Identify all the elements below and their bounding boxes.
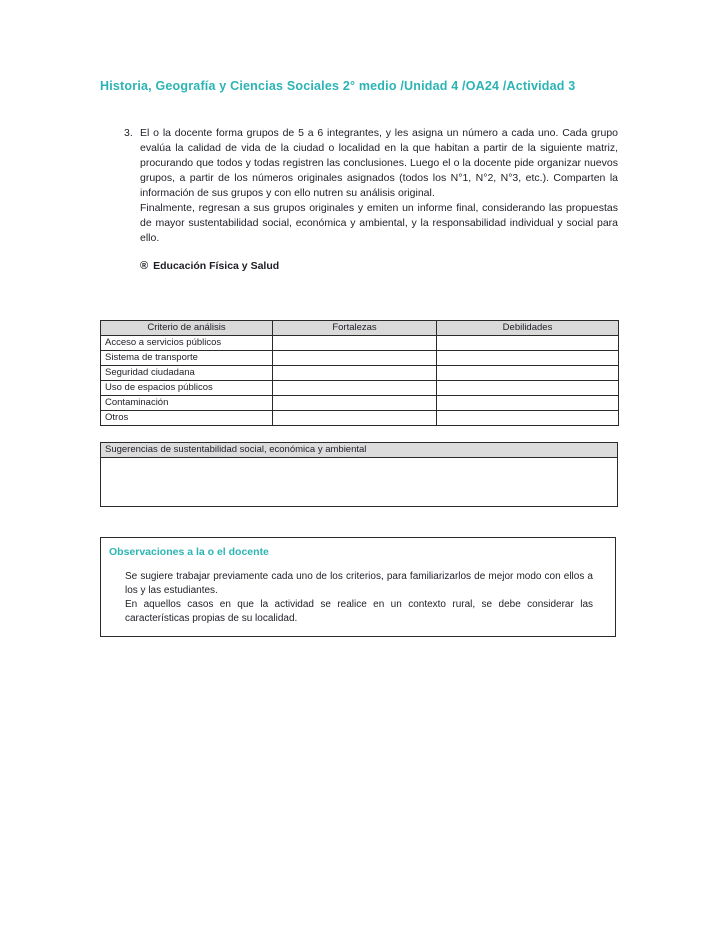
weaknesses-cell bbox=[437, 411, 619, 426]
teacher-notes-box bbox=[100, 537, 616, 637]
strengths-cell bbox=[273, 336, 437, 351]
document-page bbox=[100, 0, 618, 637]
weaknesses-cell bbox=[437, 381, 619, 396]
table-row bbox=[101, 396, 619, 411]
teacher-notes-paragraph-2: En aquellos casos en que la actividad se realice en un contexto rural, se debe considerar las características propias de su localidad. bbox=[125, 599, 593, 624]
weaknesses-cell bbox=[437, 396, 619, 411]
strengths-cell bbox=[273, 381, 437, 396]
suggestions-box-empty-area bbox=[101, 458, 617, 506]
table-row bbox=[101, 366, 619, 381]
table-row bbox=[101, 336, 619, 351]
related-subject-line bbox=[140, 260, 618, 272]
activity-body bbox=[140, 126, 618, 272]
page-title: Historia, Geografía y Ciencias Sociales 2° medio /Unidad 4 /OA24 /Actividad 3 bbox=[100, 79, 576, 93]
teacher-notes-text bbox=[125, 570, 593, 626]
table-row bbox=[101, 381, 619, 396]
teacher-notes-title: Observaciones a la o el docente bbox=[109, 546, 269, 558]
activity-paragraph-1: El o la docente forma grupos de 5 a 6 integrantes, y les asigna un número a cada uno. Cada grupo evalúa la calidad de vida de la ciudad o localidad en la que habitan a partir de la siguiente matriz, procurando que todos y todas registren las conclusiones. Luego el o la docente pide organizar nuevos grupos, a partir de los números originales asignados (todos los N°1, N°2, N°3, etc.). Comparten la información de sus grupos y con ello nutren su análisis original. bbox=[140, 127, 618, 199]
analysis-matrix-table bbox=[100, 320, 619, 426]
activity-item bbox=[100, 126, 618, 272]
weaknesses-cell bbox=[437, 351, 619, 366]
suggestions-box-header: Sugerencias de sustentabilidad social, económica y ambiental bbox=[101, 443, 617, 458]
strengths-cell bbox=[273, 366, 437, 381]
strengths-cell bbox=[273, 396, 437, 411]
teacher-notes-paragraph-1: Se sugiere trabajar previamente cada uno de los criterios, para familiarizarlos de mejor modo con ellos a los y las estudiantes. bbox=[125, 571, 593, 596]
column-header-weaknesses: Debilidades bbox=[437, 321, 619, 336]
column-header-strengths: Fortalezas bbox=[273, 321, 437, 336]
table-row bbox=[101, 411, 619, 426]
criterion-cell: Otros bbox=[101, 411, 273, 426]
criterion-cell: Seguridad ciudadana bbox=[101, 366, 273, 381]
strengths-cell bbox=[273, 351, 437, 366]
criterion-cell: Contaminación bbox=[101, 396, 273, 411]
activity-number: 3. bbox=[124, 127, 133, 139]
weaknesses-cell bbox=[437, 336, 619, 351]
suggestions-box bbox=[100, 442, 618, 507]
activity-paragraph-2: Finalmente, regresan a sus grupos originales y emiten un informe final, considerando las propuestas de mayor sustentabilidad social, económica y ambiental, y la responsabilidad individual y social para ello. bbox=[140, 202, 618, 244]
column-header-criterion: Criterio de análisis bbox=[101, 321, 273, 336]
registered-mark-icon: ® bbox=[140, 260, 149, 272]
criterion-cell: Uso de espacios públicos bbox=[101, 381, 273, 396]
table-header-row bbox=[101, 321, 619, 336]
criterion-cell: Sistema de transporte bbox=[101, 351, 273, 366]
related-subject-label: Educación Física y Salud bbox=[153, 260, 280, 272]
weaknesses-cell bbox=[437, 366, 619, 381]
table-row bbox=[101, 351, 619, 366]
strengths-cell bbox=[273, 411, 437, 426]
criterion-cell: Acceso a servicios públicos bbox=[101, 336, 273, 351]
